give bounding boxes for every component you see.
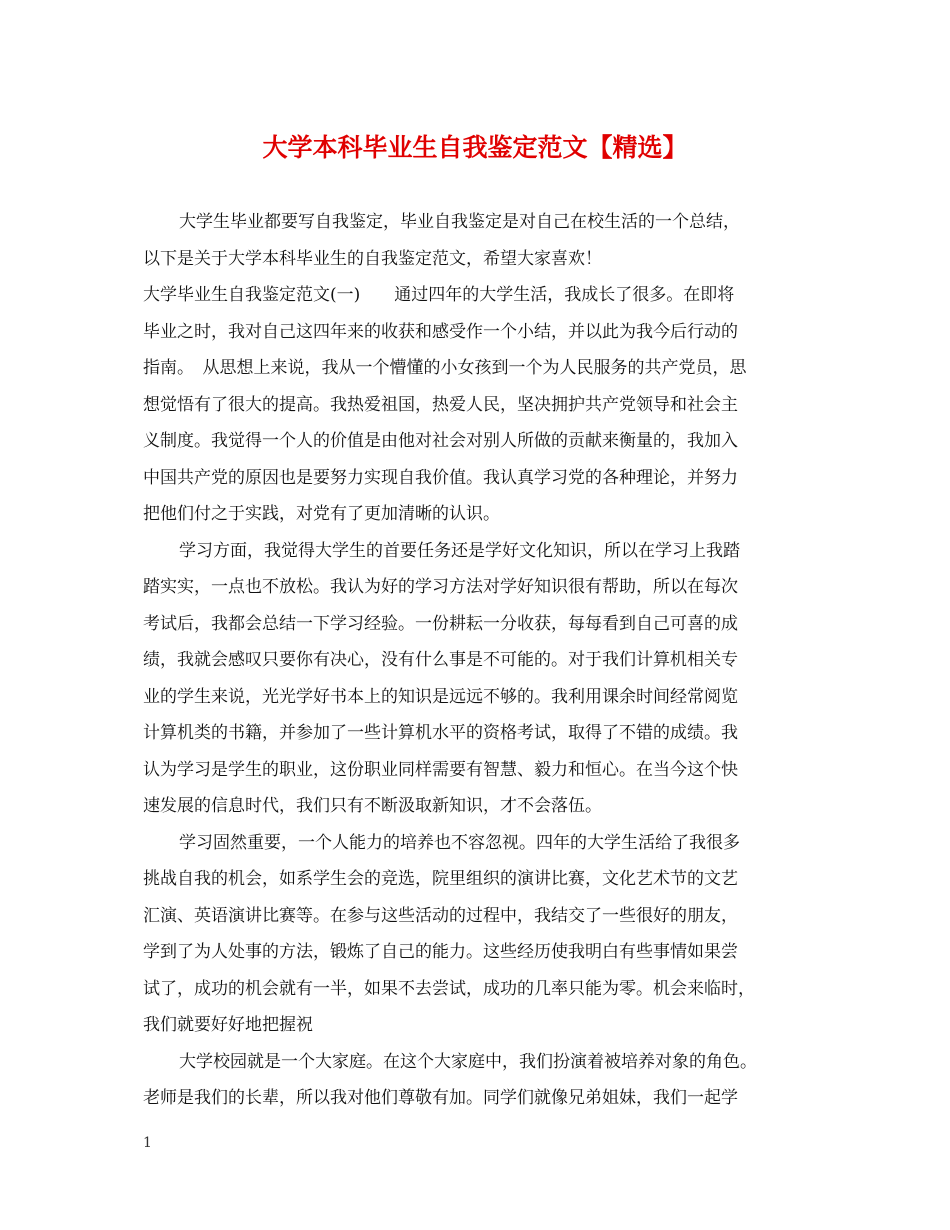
text-line: 试了，成功的机会就有一半，如果不去尝试，成功的几率只能为零。机会来临时， — [143, 978, 755, 999]
text-line: 想觉悟有了很大的提高。我热爱祖国，热爱人民，坚决拥护共产党领导和社会主 — [143, 394, 738, 415]
text-line: 速发展的信息时代，我们只有不断汲取新知识，才不会落伍。 — [143, 796, 602, 816]
text-line: 毕业之时，我对自己这四年来的收获和感受作一个小结，并以此为我今后行动的 — [143, 321, 738, 342]
text-line: 指南。 从思想上来说，我从一个懵懂的小女孩到一个为人民服务的共产党员，思 — [143, 358, 747, 378]
text-line: 大学生毕业都要写自我鉴定，毕业自我鉴定是对自己在校生活的一个总结， — [179, 212, 740, 232]
text-line: 学习方面，我觉得大学生的首要任务还是学好文化知识，所以在学习上我踏 — [179, 540, 740, 561]
text-line: 学到了为人处事的方法，锻炼了自己的能力。这些经历使我明白有些事情如果尝 — [143, 942, 738, 962]
text-line: 大学校园就是一个大家庭。在这个大家庭中，我们扮演着被培养对象的角色。 — [179, 1051, 757, 1072]
text-line: 认为学习是学生的职业，这份职业同样需要有智慧、毅力和恒心。在当今这个快 — [143, 759, 738, 780]
text-line: 踏实实，一点也不放松。我认为好的学习方法对学好知识很有帮助，所以在每次 — [143, 577, 738, 597]
text-line: 绩，我就会感叹只要你有决心，没有什么事是不可能的。对于我们计算机相关专 — [143, 650, 738, 670]
text-line: 汇演、英语演讲比赛等。在参与这些活动的过程中，我结交了一些很好的朋友， — [143, 905, 738, 926]
page-title: 大学本科毕业生自我鉴定范文【精选】 — [262, 133, 688, 162]
text-line: 我们就要好好地把握祝 — [143, 1015, 313, 1035]
text-line: 大学毕业生自我鉴定范文(一) 通过四年的大学生活，我成长了很多。在即将 — [143, 285, 735, 305]
page-number: 1 — [143, 1135, 152, 1151]
text-line: 老师是我们的长辈，所以我对他们尊敬有加。同学们就像兄弟姐妹，我们一起学 — [143, 1088, 738, 1108]
text-line: 挑战自我的机会，如系学生会的竞选，院里组织的演讲比赛，文化艺术节的文艺 — [143, 869, 738, 889]
text-line: 计算机类的书籍，并参加了一些计算机水平的资格考试，取得了不错的成绩。我 — [143, 723, 738, 743]
text-line: 以下是关于大学本科毕业生的自我鉴定范文，希望大家喜欢！ — [143, 248, 602, 269]
text-line: 义制度。我觉得一个人的价值是由他对社会对别人所做的贡献来衡量的，我加入 — [143, 431, 738, 451]
text-line: 学习固然重要，一个人能力的培养也不容忽视。四年的大学生活给了我很多 — [179, 832, 740, 853]
text-line: 中国共产党的原因也是要努力实现自我价值。我认真学习党的各种理论，并努力 — [143, 467, 738, 488]
text-line: 业的学生来说，光光学好书本上的知识是远远不够的。我利用课余时间经常阅览 — [143, 686, 738, 707]
text-line: 考试后，我都会总结一下学习经验。一份耕耘一分收获，每每看到自己可喜的成 — [143, 613, 738, 634]
body-text — [143, 204, 828, 1117]
text-line: 把他们付之于实践，对党有了更加清晰的认识。 — [143, 504, 500, 524]
